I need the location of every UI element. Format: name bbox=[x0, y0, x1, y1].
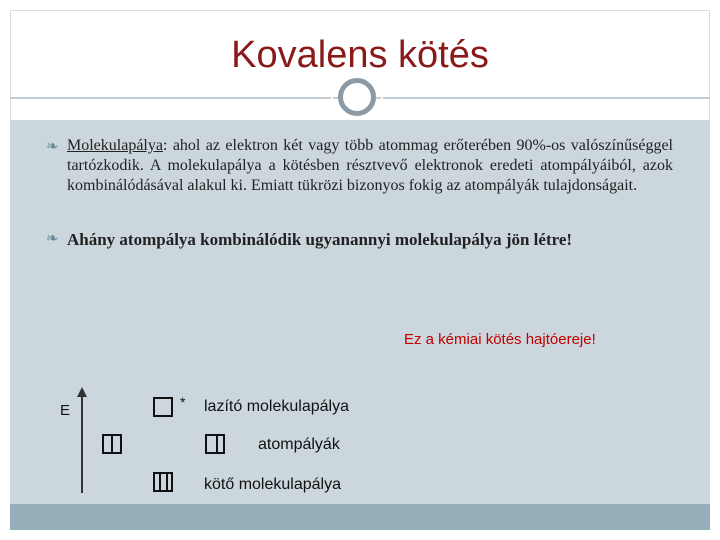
driving-force-note: Ez a kémiai kötés hajtóereje! bbox=[404, 331, 596, 348]
circle-ornament-icon bbox=[338, 78, 376, 116]
spin-up-icon bbox=[159, 474, 161, 492]
energy-axis bbox=[81, 395, 83, 493]
bullet-leaf-icon: ❧ bbox=[46, 231, 59, 247]
antibonding-orbital-box bbox=[153, 397, 173, 417]
energy-label: E bbox=[60, 402, 71, 419]
slide-title: Kovalens kötés bbox=[231, 34, 489, 76]
bullet-molekulapalya bbox=[67, 136, 673, 196]
bottom-bar bbox=[10, 504, 710, 530]
atomic-orbital-box-left bbox=[102, 434, 122, 454]
term-molekulapalya: Molekulapálya bbox=[67, 137, 163, 154]
spin-up-icon bbox=[111, 436, 113, 454]
atomic-orbitals-label: atompályák bbox=[258, 436, 340, 453]
antibonding-star: * bbox=[180, 394, 186, 410]
bonding-label: kötő molekulapálya bbox=[204, 476, 341, 493]
bullet-leaf-icon: ❧ bbox=[46, 139, 59, 155]
spin-down-icon bbox=[166, 474, 168, 492]
atomic-orbital-box-right bbox=[205, 434, 225, 454]
spin-down-icon bbox=[216, 436, 218, 454]
bullet-2-text: Ahány atompálya kombinálódik ugyanannyi molekulapálya jön létre! bbox=[67, 230, 573, 249]
bullet-1-text: : ahol az elektron két vagy több atommag erőterében 90%-os valószínűséggel tartózkodik. A molekulapálya a kötésben résztvevő elektronok eredeti atompályáiból, azok kombinálódásával alakul ki. Emiatt tükrözi bizonyos fokig az atompályák tulajdonságait. bbox=[67, 137, 673, 194]
antibonding-label: lazító molekulapálya bbox=[204, 398, 349, 415]
bonding-orbital-box bbox=[153, 472, 173, 492]
